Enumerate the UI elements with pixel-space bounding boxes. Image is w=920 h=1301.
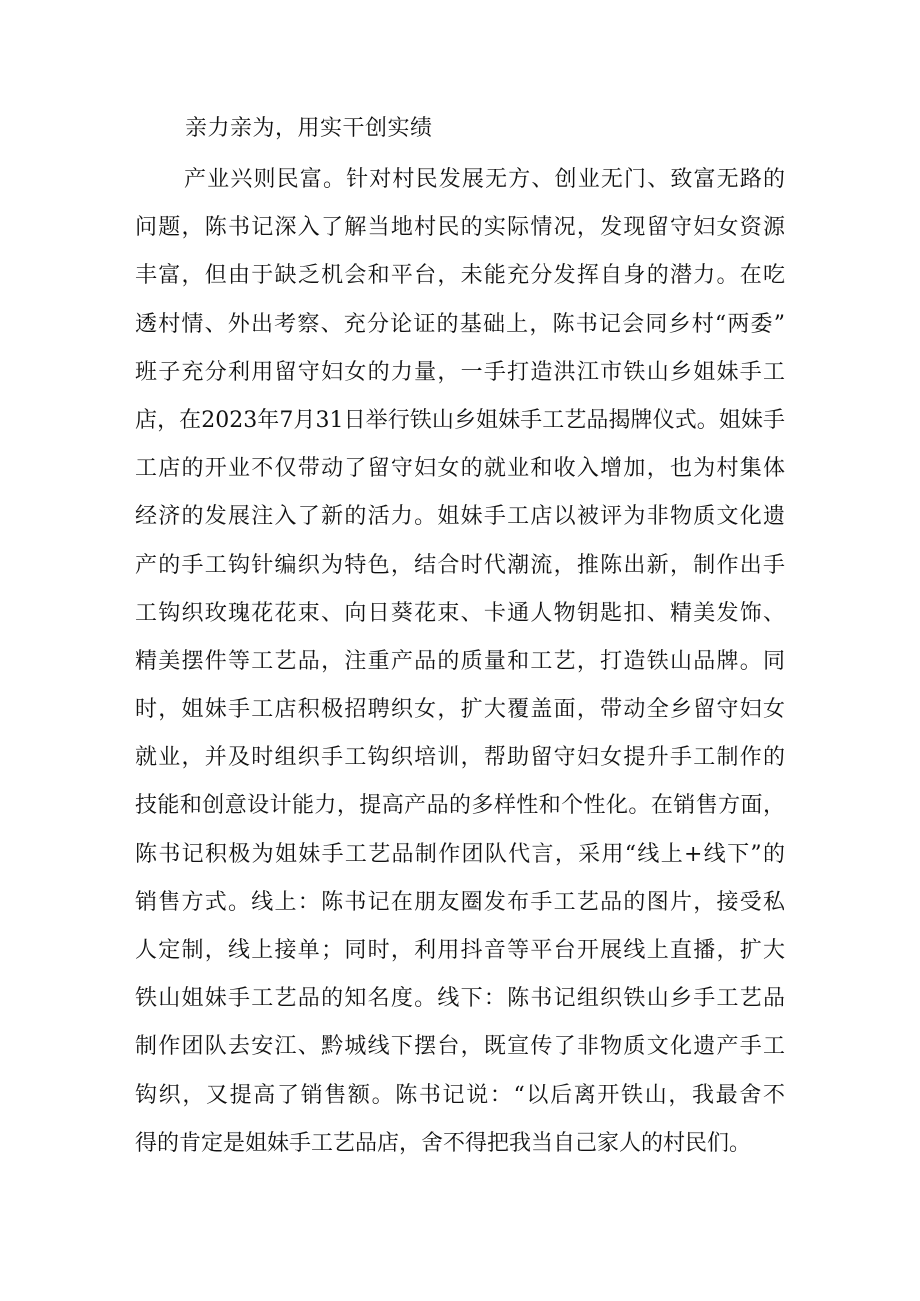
paragraph-line: 人定制，线上接单；同时，利用抖音等平台开展线上直播，扩大 [135,938,785,963]
paragraph-line: 陈书记积极为姐妹手工艺品制作团队代言，采用“线上+线下”的 [135,841,785,867]
paragraph-line: 产业兴则民富。针对村民发展无方、创业无门、致富无路的 [184,167,785,192]
paragraph-line: 技能和创意设计能力，提高产品的多样性和个性化。在销售方面， [135,793,785,819]
paragraph-line: 经济的发展注入了新的活力。姐妹手工店以被评为非物质文化遗 [135,504,785,530]
paragraph-line: 班子充分利用留守妇女的力量，一手打造洪江市铁山乡姐妹手工 [135,359,785,385]
paragraph-line: 问题，陈书记深入了解当地村民的实际情况，发现留守妇女资源 [135,215,785,241]
section-heading: 亲力亲为，用实干创实绩 [185,116,433,141]
paragraph-line: 就业，并及时组织手工钩织培训，帮助留守妇女提升手工制作的 [135,745,785,771]
paragraph-line: 铁山姐妹手工艺品的知名度。线下：陈书记组织铁山乡手工艺品 [135,986,785,1012]
paragraph-line: 精美摆件等工艺品，注重产品的质量和工艺，打造铁山品牌。同 [135,648,785,674]
paragraph-line: 制作团队去安江、黔城线下摆台，既宣传了非物质文化遗产手工 [135,1034,785,1060]
paragraph-line: 得的肯定是姐妹手工艺品店，舍不得把我当自己家人的村民们。 [135,1130,752,1156]
paragraph-line: 产的手工钩针编织为特色，结合时代潮流，推陈出新，制作出手 [135,552,785,578]
paragraph-line: 透村情、外出考察、充分论证的基础上，陈书记会同乡村“两委” [135,311,785,337]
paragraph-line: 店，在2023年7月31日举行铁山乡姐妹手工艺品揭牌仪式。姐妹手 [135,407,785,433]
paragraph-line: 工店的开业不仅带动了留守妇女的就业和收入增加，也为村集体 [135,456,785,482]
paragraph-line: 时，姐妹手工店积极招聘织女，扩大覆盖面，带动全乡留守妇女 [135,697,785,723]
body-paragraph [135,156,785,1168]
paragraph-line: 钩织，又提高了销售额。陈书记说：“以后离开铁山，我最舍不 [135,1082,785,1108]
paragraph-line: 丰富，但由于缺乏机会和平台，未能充分发挥自身的潜力。在吃 [135,263,785,289]
paragraph-line: 工钩织玫瑰花花束、向日葵花束、卡通人物钥匙扣、精美发饰、 [135,600,785,626]
paragraph-line: 销售方式。线上：陈书记在朋友圈发布手工艺品的图片，接受私 [135,889,785,915]
